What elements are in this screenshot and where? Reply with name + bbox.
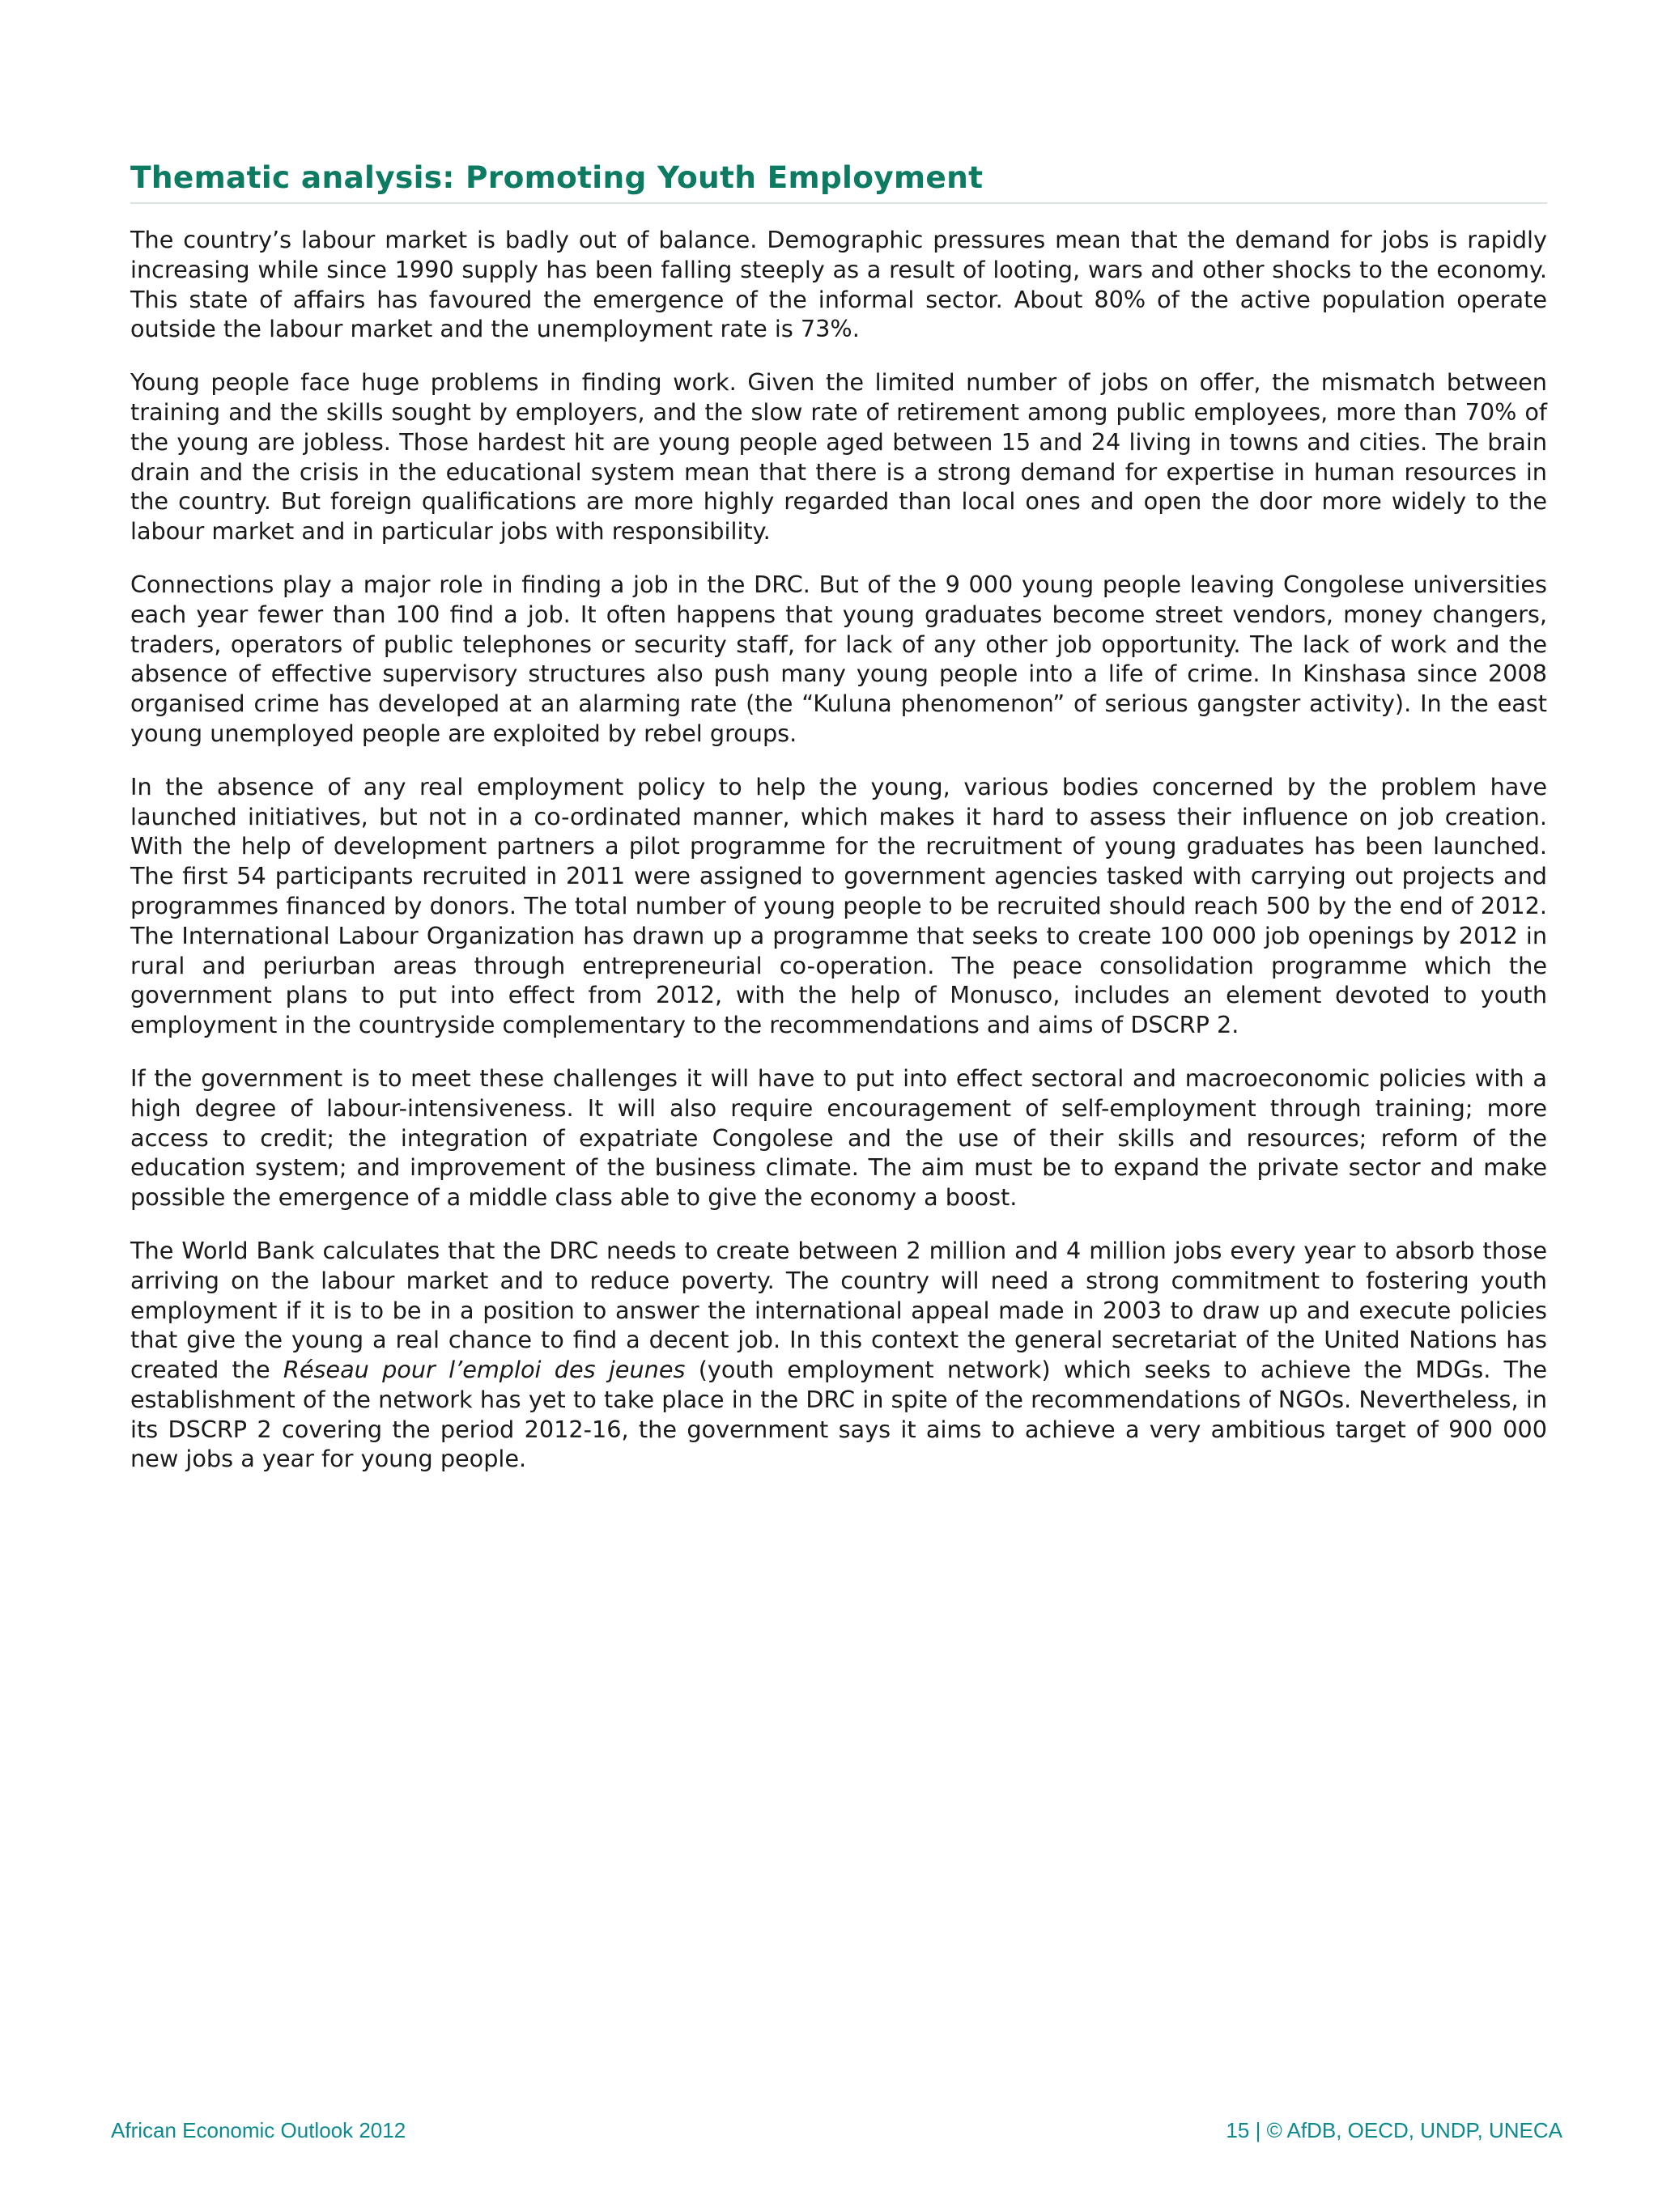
footer-copyright: © AfDB, OECD, UNDP, UNECA [1266,2118,1562,2142]
page-number: 15 [1226,2118,1250,2142]
footer-page-info [1226,2117,1562,2143]
footer-publication: African Economic Outlook 2012 [111,2118,406,2142]
paragraph-government-challenges: If the government is to meet these challenges it will have to put into effect sectoral and macroeconomic policies with a high degree of labour-intensiveness. It will also require encouragement of self-employment through training; more access to credit; the integration of expatriate Congolese and the use of their skills and resources; reform of the education system; and improvement of the business climate. The aim must be to expand the private sector and make possible the emergence of a middle class able to give the economy a boost. [130,1064,1547,1212]
network-name-italic: Réseau pour l’emploi des jeunes [283,1356,686,1384]
paragraph-labour-market: The country’s labour market is badly out of balance. Demographic pressures mean that the demand for jobs is rapidly increasing while since 1990 supply has been falling steeply as a result of looting, wars and other shocks to the economy. This state of affairs has favoured the emergence of the informal sector. About 80% of the active population operate outside the labour market and the unemployment rate is 73%. [130,226,1547,343]
paragraph-young-people-work: Young people face huge problems in finding work. Given the limited number of jobs on offer, the mismatch between training and the skills sought by employers, and the slow rate of retirement among public employees, more than 70% of the young are jobless. Those hardest hit are young people aged between 15 and 24 living in towns and cities. The brain drain and the crisis in the educational system mean that there is a strong demand for expertise in human resources in the country. But foreign qualifications are more highly regarded than local ones and open the door more widely to the labour market and in particular jobs with responsibility. [130,368,1547,546]
paragraph-world-bank-end: (youth employment network) which seeks to achieve the MDGs. The establishment of the network has yet to take place in the DRC in spite of the recommendations of NGOs. Nevertheless, in its DSCRP 2 covering the period 2012-16, the government says it aims to achieve a very ambitious target of 900 000 new jobs a year for young people. [130,1356,1547,1473]
footer-separator: | [1255,2118,1261,2142]
section-header [130,159,1547,204]
paragraph-connections: Connections play a major role in finding a job in the DRC. But of the 9 000 young people leaving Congolese universities each year fewer than 100 find a job. It often happens that young graduates become street vendors, money changers, traders, operators of public telephones or security staff, for lack of any other job opportunity. The lack of work and the absence of effective supervisory structures also push many young people into a life of crime. In Kinshasa since 2008 organised crime has developed at an alarming rate (the “Kuluna phenomenon” of serious gangster activity). In the east young unemployed people are exploited by rebel groups. [130,570,1547,747]
page-title: Thematic analysis: Promoting Youth Employment [130,159,984,195]
paragraph-world-bank [130,1236,1547,1474]
paragraph-world-bank-start: The World Bank calculates that the DRC needs to create between 2 million and 4 million jobs every year to absorb those arriving on the labour market and to reduce poverty. The country will need a strong commitment to fostering youth employment if it is to be in a position to answer the international appeal made in 2003 to draw up and execute policies that give the young a real chance to find a decent job. In this context the general secretariat of the United Nations has created the [130,1236,1547,1384]
page-footer [111,2117,1562,2143]
paragraph-employment-policy: In the absence of any real employment policy to help the young, various bodies concerned by the problem have launched initiatives, but not in a co-ordinated manner, which makes it hard to assess their influence on job creation. With the help of development partners a pilot programme for the recruitment of young graduates has been launched. The first 54 participants recruited in 2011 were assigned to government agencies tasked with carrying out projects and programmes financed by donors. The total number of young people to be recruited should reach 500 by the end of 2012. The International Labour Organization has drawn up a programme that seeks to create 100 000 job openings by 2012 in rural and periurban areas through entrepreneurial co-operation. The peace consolidation programme which the government plans to put into effect from 2012, with the help of Monusco, includes an element devoted to youth employment in the countryside complementary to the recommendations and aims of DSCRP 2. [130,772,1547,1039]
article-body [130,225,1547,1497]
